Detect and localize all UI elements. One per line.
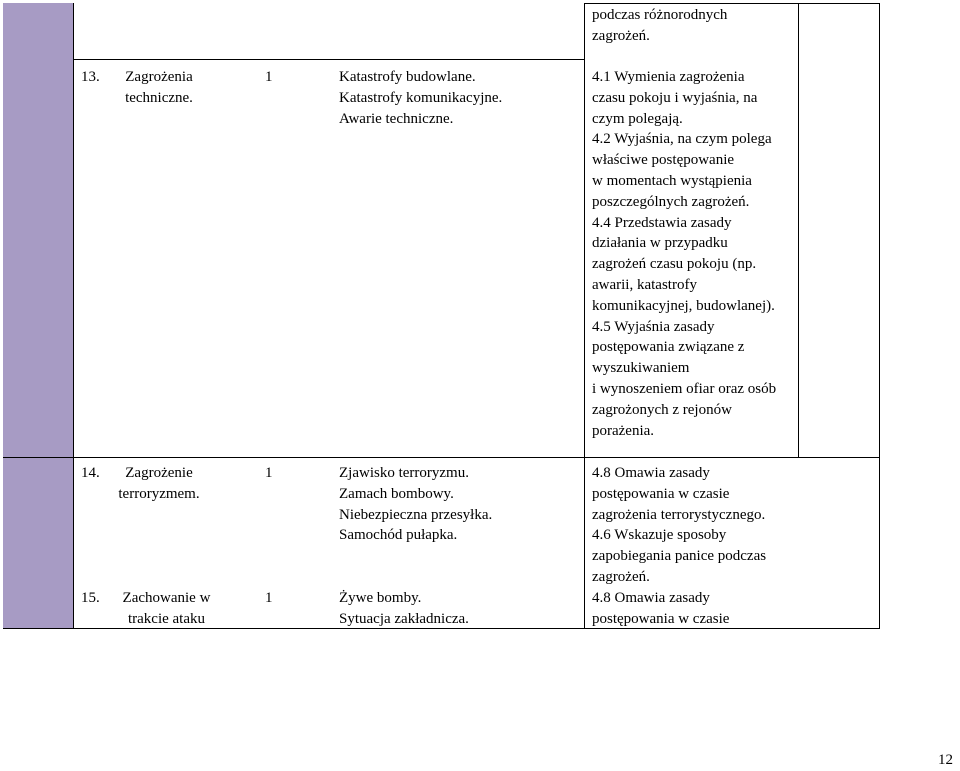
row-topic: Zachowanie w trakcie ataku (122, 590, 211, 627)
row-number: 13. (81, 69, 100, 85)
row-number: 14. (81, 465, 100, 481)
row-outcomes: 4.8 Omawia zasady postępowania w czasie zagrożenia terrorystycznego. 4.6 Wskazuje sposoby zapobiegania panice podczas zagrożeń. (592, 465, 767, 585)
row-number: 15. (81, 590, 100, 606)
row-hours: 1 (265, 69, 273, 85)
outcomes-continuation: podczas różnorodnych zagrożeń. (592, 7, 728, 44)
row-hours: 1 (265, 590, 273, 606)
column-divider (879, 3, 880, 629)
accent-column-band (3, 3, 73, 629)
row-hours: 1 (265, 465, 273, 481)
row-outcomes: 4.8 Omawia zasady postępowania w czasie (592, 590, 730, 627)
row-outcomes: 4.1 Wymienia zagrożenia czasu pokoju i wyjaśnia, na czym polegają. 4.2 Wyjaśnia, na czym polega właściwe postępowanie w momentach wystąpienia poszczególnych zagrożeń. 4.4 Przedstawia zasady działania w przypadku zagrożeń czasu pokoju (np. awarii, katastrofy komunikacyjnej, budowlanej). 4.5 Wyjaśnia zasady postępowania związane z wyszukiwaniem i wynoszeniem ofiar oraz osób zagrożonych z rejonów porażenia. (592, 69, 777, 439)
row-topic: Zagrożenie terroryzmem. (118, 465, 200, 502)
row-content: Katastrofy budowlane. Katastrofy komunikacyjne. Awarie techniczne. (339, 69, 503, 127)
column-divider (798, 3, 799, 457)
row-divider (3, 457, 880, 458)
row-divider (73, 59, 584, 60)
column-divider (73, 3, 74, 629)
row-topic: Zagrożenia techniczne. (125, 69, 193, 106)
page-number: 12 (938, 752, 953, 768)
row-content: Zjawisko terroryzmu. Zamach bombowy. Niebezpieczna przesyłka. Samochód pułapka. (339, 465, 493, 544)
column-divider (584, 3, 585, 629)
row-content: Żywe bomby. Sytuacja zakładnicza. (339, 590, 469, 627)
table-top-border (584, 3, 880, 4)
